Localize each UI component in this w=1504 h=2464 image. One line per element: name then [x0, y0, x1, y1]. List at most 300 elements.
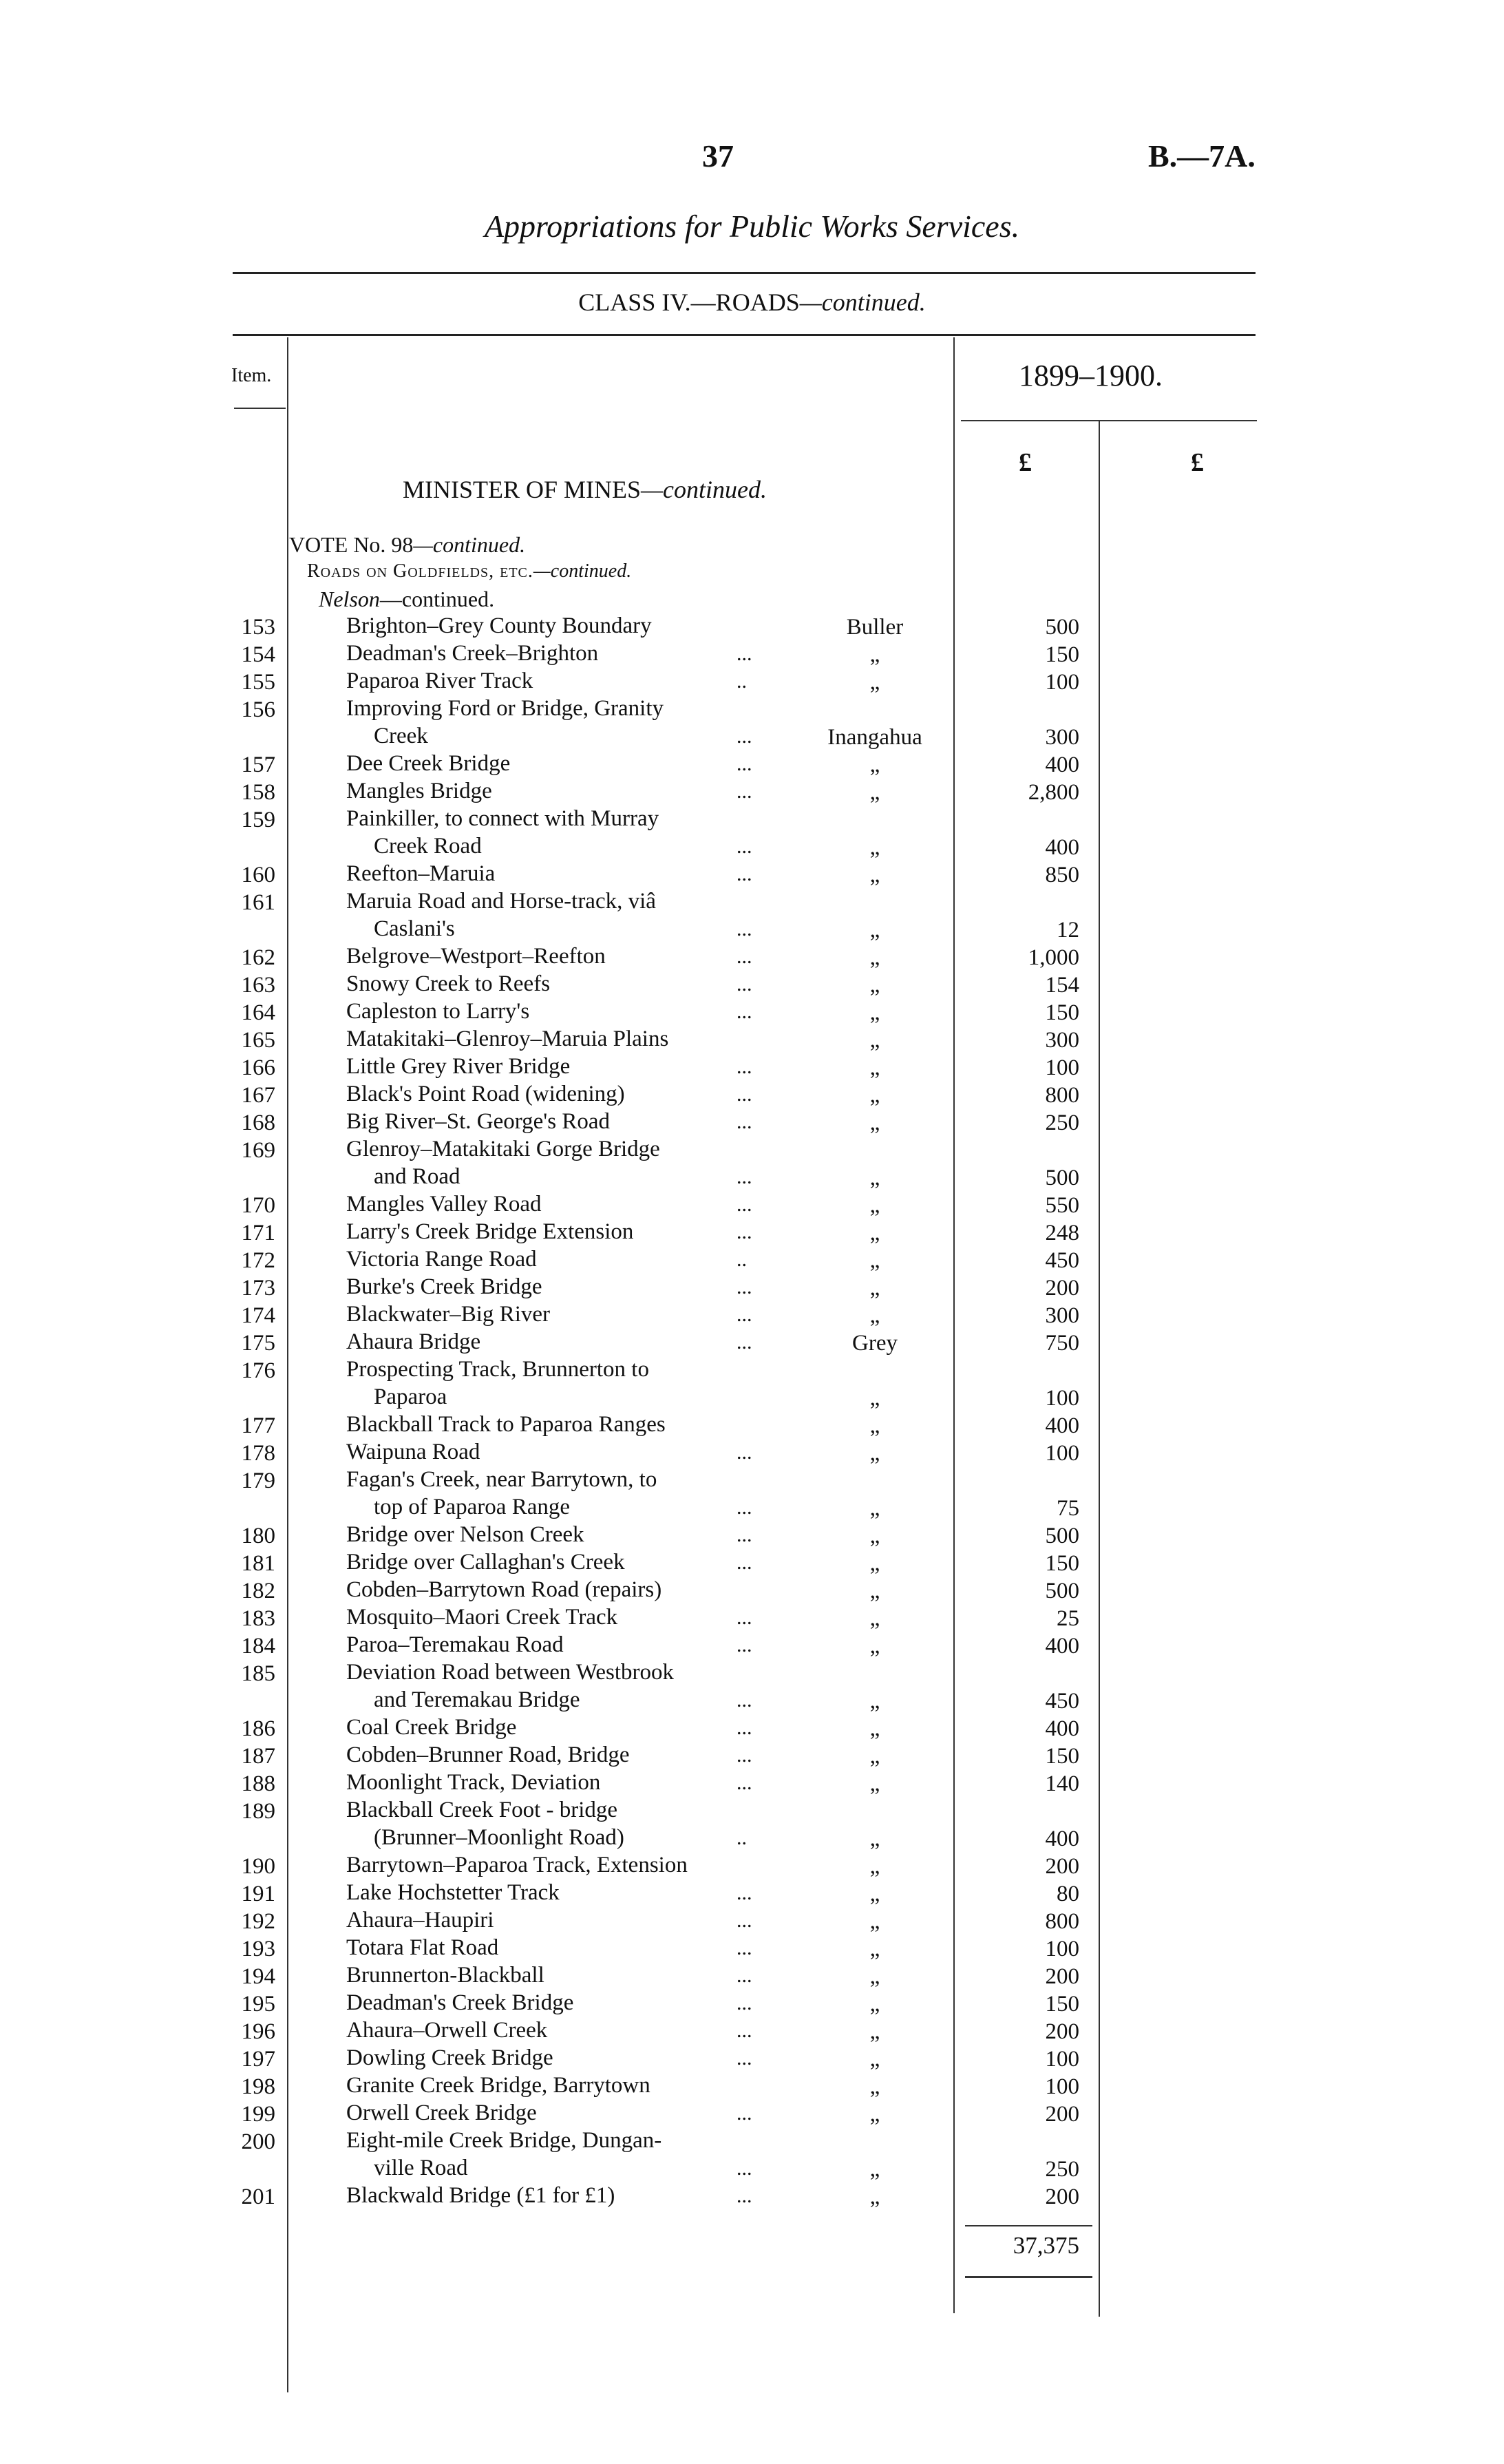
item-description-line: Mangles Bridge [346, 779, 492, 803]
item-number: 186 [241, 1716, 275, 1741]
district-heading: Nelson—continued. [319, 587, 495, 611]
item-description [346, 2072, 766, 2099]
item-description [346, 1053, 766, 1080]
item-amount: 150 [1045, 1992, 1079, 2017]
item-number: 165 [241, 1028, 275, 1053]
item-amount: 550 [1045, 1193, 1079, 1218]
leader-dots: ... [737, 1496, 752, 1519]
item-amount: 248 [1045, 1221, 1079, 1245]
item-description-line: Barrytown–Paparoa Track, Extension [346, 1853, 688, 1877]
item-amount: 100 [1045, 1386, 1079, 1411]
item-description [346, 2099, 766, 2127]
item-description [346, 970, 766, 998]
item-number: 175 [241, 1331, 275, 1356]
item-number: 201 [241, 2184, 275, 2209]
item-number: 185 [241, 1661, 275, 1686]
item-number: 166 [241, 1055, 275, 1080]
item-district: „ [869, 1193, 880, 1218]
item-district: „ [869, 1248, 880, 1273]
item-number: 168 [241, 1110, 275, 1135]
item-description [346, 1796, 766, 1851]
item-district: „ [869, 1413, 880, 1438]
item-number: 174 [241, 1303, 275, 1328]
item-description [346, 1438, 766, 1466]
item-description-line: Improving Ford or Bridge, Granity [346, 696, 664, 721]
item-number: 193 [241, 1937, 275, 1961]
item-description [346, 1273, 766, 1301]
item-description [346, 1879, 766, 1906]
leader-dots: ... [737, 1110, 752, 1133]
item-description [346, 640, 766, 667]
item-description-line: Bridge over Callaghan's Creek [346, 1550, 625, 1575]
item-number: 194 [241, 1964, 275, 1989]
item-district: „ [869, 1551, 880, 1576]
item-amount: 154 [1045, 973, 1079, 998]
item-description-line: Orwell Creek Bridge [346, 2100, 537, 2125]
item-amount: 400 [1045, 752, 1079, 777]
item-district: „ [869, 1716, 880, 1741]
item-description-line: Black's Point Road (widening) [346, 1082, 625, 1106]
item-number: 162 [241, 945, 275, 970]
item-district: „ [869, 642, 880, 667]
item-amount: 200 [1045, 1964, 1079, 1989]
item-number: 183 [241, 1606, 275, 1631]
leader-dots: ... [737, 1166, 752, 1188]
item-amount: 100 [1045, 1937, 1079, 1961]
item-description [346, 1521, 766, 1548]
page-title: Appropriations for Public Works Services. [484, 209, 1020, 244]
item-district: „ [869, 1744, 880, 1769]
item-number: 191 [241, 1882, 275, 1906]
item-number: 180 [241, 1524, 275, 1548]
item-amount: 100 [1045, 670, 1079, 695]
item-district: „ [869, 2102, 880, 2127]
leader-dots: ... [737, 1441, 752, 1464]
year-column-left-divider [953, 337, 955, 2313]
item-description-line: Brunnerton-Blackball [346, 1963, 544, 1988]
item-description-line: Blackball Creek Foot - bridge [346, 1798, 618, 1822]
item-number: 154 [241, 642, 275, 667]
item-amount: 300 [1045, 1028, 1079, 1053]
item-description-line: Blackball Track to Paparoa Ranges [346, 1412, 666, 1437]
item-description-continuation: ville Road [374, 2156, 468, 2180]
item-amount: 100 [1045, 2047, 1079, 2072]
leader-dots: ... [737, 835, 752, 858]
leader-dots: ... [737, 918, 752, 940]
item-description-line: Lake Hochstetter Track [346, 1880, 560, 1905]
item-number: 184 [241, 1634, 275, 1659]
item-amount: 2,800 [1028, 780, 1079, 805]
leader-dots: ... [737, 1000, 752, 1023]
item-description-line: Eight-mile Creek Bridge, Dungan- [346, 2128, 662, 2153]
leader-dots: ... [737, 725, 752, 748]
item-district: „ [869, 752, 880, 777]
item-amount: 100 [1045, 1055, 1079, 1080]
item-description-line: Granite Creek Bridge, Barrytown [346, 2073, 650, 2098]
item-district: „ [869, 1771, 880, 1796]
item-description [346, 1356, 766, 1411]
item-number: 153 [241, 615, 275, 640]
leader-dots: ... [737, 642, 752, 665]
item-description [346, 1218, 766, 1245]
item-district: „ [869, 2047, 880, 2072]
item-description [346, 2182, 766, 2209]
item-district: „ [869, 1579, 880, 1603]
item-district: „ [869, 1882, 880, 1906]
item-description [346, 1080, 766, 1108]
item-district: Grey [852, 1331, 898, 1356]
item-description-line: Maruia Road and Horse-track, viâ [346, 889, 656, 914]
item-description [346, 1576, 766, 1603]
item-description-line: Mangles Valley Road [346, 1192, 542, 1217]
item-amount: 500 [1045, 615, 1079, 640]
item-number: 160 [241, 863, 275, 887]
item-amount: 140 [1045, 1771, 1079, 1796]
item-description-line: Burke's Creek Bridge [346, 1274, 542, 1299]
item-amount: 200 [1045, 2184, 1079, 2209]
header-rule [233, 334, 1256, 336]
item-description [346, 1989, 766, 2017]
item-number: 156 [241, 697, 275, 722]
item-district: „ [869, 1964, 880, 1989]
item-amount: 75 [1057, 1496, 1079, 1521]
item-district: „ [869, 780, 880, 805]
item-district: „ [869, 1992, 880, 2017]
item-header-underline [234, 408, 286, 409]
item-amount: 250 [1045, 1110, 1079, 1135]
item-description-line: Snowy Creek to Reefs [346, 971, 551, 996]
item-description-line: Larry's Creek Bridge Extension [346, 1219, 634, 1244]
item-amount: 450 [1045, 1248, 1079, 1273]
item-description [346, 1301, 766, 1328]
leader-dots: ... [737, 1551, 752, 1574]
item-number: 188 [241, 1771, 275, 1796]
item-description-line: Cobden–Brunner Road, Bridge [346, 1742, 630, 1767]
leader-dots: ... [737, 1771, 752, 1794]
item-description [346, 1328, 766, 1356]
item-district: „ [869, 835, 880, 860]
item-district: „ [869, 1524, 880, 1548]
leader-dots: ... [737, 1276, 752, 1298]
page-number: 37 [702, 138, 734, 173]
leader-dots: ... [737, 1744, 752, 1767]
item-number: 155 [241, 670, 275, 695]
leader-dots: ... [737, 2019, 752, 2042]
item-description-line: Prospecting Track, Brunnerton to [346, 1357, 649, 1382]
item-description [346, 1135, 766, 1190]
item-number: 195 [241, 1992, 275, 2017]
leader-dots: ... [737, 863, 752, 885]
section-heading: MINISTER OF MINES—continued. [403, 476, 767, 503]
leader-dots: ... [737, 780, 752, 803]
item-description [346, 1245, 766, 1273]
item-description [346, 2127, 766, 2182]
leader-dots: ... [737, 1524, 752, 1546]
item-description-line: Capleston to Larry's [346, 999, 530, 1024]
item-description-line: Moonlight Track, Deviation [346, 1770, 601, 1795]
item-description-line: Fagan's Creek, near Barrytown, to [346, 1467, 657, 1492]
item-amount: 250 [1045, 2157, 1079, 2182]
item-description [346, 777, 766, 805]
item-description-line: Reefton–Maruia [346, 861, 496, 886]
item-number: 182 [241, 1579, 275, 1603]
item-description-continuation: and Road [374, 1164, 460, 1189]
leader-dots: ... [737, 1083, 752, 1106]
item-number: 169 [241, 1138, 275, 1163]
leader-dots: ... [737, 2047, 752, 2070]
item-description [346, 1659, 766, 1714]
item-description-continuation: Caslani's [374, 916, 455, 941]
item-amount: 80 [1057, 1882, 1079, 1906]
item-district: „ [869, 1028, 880, 1053]
item-description-continuation: and Teremakau Bridge [374, 1687, 580, 1712]
item-amount: 500 [1045, 1579, 1079, 1603]
item-description [346, 2044, 766, 2072]
item-description-line: Brighton–Grey County Boundary [346, 613, 652, 638]
item-district: „ [869, 1854, 880, 1879]
item-description-line: Cobden–Barrytown Road (repairs) [346, 1577, 662, 1602]
leader-dots: ... [737, 1634, 752, 1656]
leader-dots: ... [737, 945, 752, 968]
item-description-continuation: Creek [374, 724, 428, 748]
item-description-line: Victoria Range Road [346, 1247, 537, 1272]
item-description [346, 750, 766, 777]
item-description-line: Dowling Creek Bridge [346, 2045, 553, 2070]
item-amount: 1,000 [1028, 945, 1079, 970]
item-district: „ [869, 1303, 880, 1328]
item-description [346, 860, 766, 887]
item-district: Inangahua [827, 725, 922, 750]
item-number: 189 [241, 1799, 275, 1824]
item-district: „ [869, 1055, 880, 1080]
leader-dots: ... [737, 1716, 752, 1739]
item-description-line: Dee Creek Bridge [346, 751, 511, 776]
item-amount: 450 [1045, 1689, 1079, 1714]
item-district: „ [869, 1441, 880, 1466]
leader-dots: ... [737, 1909, 752, 1932]
item-number: 178 [241, 1441, 275, 1466]
item-district: „ [869, 2184, 880, 2209]
item-district: „ [869, 1221, 880, 1245]
item-amount: 750 [1045, 1331, 1079, 1356]
leader-dots: ... [737, 1964, 752, 1987]
item-amount: 400 [1045, 1413, 1079, 1438]
item-description-continuation: Paparoa [374, 1384, 447, 1409]
item-number: 159 [241, 808, 275, 832]
item-description-continuation: (Brunner–Moonlight Road) [374, 1825, 624, 1850]
item-number: 187 [241, 1744, 275, 1769]
leader-dots: ... [737, 1221, 752, 1243]
leader-dots: .. [737, 670, 747, 693]
item-column-divider [287, 337, 288, 2392]
item-amount: 500 [1045, 1524, 1079, 1548]
item-description-line: Mosquito–Maori Creek Track [346, 1605, 618, 1630]
item-amount: 150 [1045, 642, 1079, 667]
pound-symbol-col2: £ [1191, 448, 1204, 477]
leader-dots: ... [737, 1193, 752, 1216]
item-description-line: Deadman's Creek–Brighton [346, 641, 599, 666]
leader-dots: ... [737, 1992, 752, 2014]
item-description [346, 1108, 766, 1135]
item-number: 164 [241, 1000, 275, 1025]
item-description-line: Paroa–Teremakau Road [346, 1632, 564, 1657]
item-amount: 200 [1045, 2019, 1079, 2044]
item-number: 199 [241, 2102, 275, 2127]
item-description-line: Blackwater–Big River [346, 1302, 551, 1327]
item-number: 172 [241, 1248, 275, 1273]
item-amount: 100 [1045, 2074, 1079, 2099]
item-description-line: Totara Flat Road [346, 1935, 499, 1960]
class-heading: CLASS IV.—ROADS—continued. [578, 288, 926, 316]
item-district: „ [869, 1083, 880, 1108]
leader-dots: ... [737, 2157, 752, 2180]
item-district: „ [869, 1826, 880, 1851]
item-district: „ [869, 2019, 880, 2044]
leader-dots: ... [737, 752, 752, 775]
item-description-line: Matakitaki–Glenroy–Maruia Plains [346, 1026, 669, 1051]
item-number: 163 [241, 973, 275, 998]
item-number: 198 [241, 2074, 275, 2099]
item-amount: 800 [1045, 1909, 1079, 1934]
item-amount: 300 [1045, 1303, 1079, 1328]
item-amount: 150 [1045, 1551, 1079, 1576]
item-description-line: Coal Creek Bridge [346, 1715, 517, 1740]
item-district: „ [869, 1689, 880, 1714]
item-description [346, 1934, 766, 1961]
vote-heading: VOTE No. 98—continued. [289, 532, 526, 557]
year-header-underline [961, 420, 1257, 421]
item-amount: 400 [1045, 835, 1079, 860]
item-district: „ [869, 1496, 880, 1521]
top-rule [233, 272, 1256, 274]
item-number: 171 [241, 1221, 275, 1245]
item-amount: 12 [1057, 918, 1079, 943]
item-district: „ [869, 1166, 880, 1190]
item-description-line: Bridge over Nelson Creek [346, 1522, 584, 1547]
item-description-line: Deadman's Creek Bridge [346, 1990, 574, 2015]
item-description [346, 2017, 766, 2044]
item-district: „ [869, 1110, 880, 1135]
leader-dots: ... [737, 1055, 752, 1078]
leader-dots: ... [737, 1882, 752, 1904]
item-amount: 200 [1045, 1854, 1079, 1879]
amount-column-divider [1099, 420, 1100, 2317]
year-column-header: 1899–1900. [1019, 359, 1163, 392]
leader-dots: .. [737, 1248, 747, 1271]
item-amount: 300 [1045, 725, 1079, 750]
leader-dots: ... [737, 973, 752, 996]
item-district: „ [869, 1276, 880, 1301]
item-amount: 100 [1045, 1441, 1079, 1466]
total-bottom-rule [965, 2276, 1092, 2278]
item-number: 197 [241, 2047, 275, 2072]
pound-symbol-col1: £ [1019, 448, 1032, 477]
item-number: 196 [241, 2019, 275, 2044]
item-description-line: Big River–St. George's Road [346, 1109, 610, 1134]
leader-dots: ... [737, 1937, 752, 1959]
item-number: 177 [241, 1413, 275, 1438]
item-description-line: Deviation Road between Westbrook [346, 1660, 675, 1685]
item-amount: 200 [1045, 2102, 1079, 2127]
item-description-line: Belgrove–Westport–Reefton [346, 944, 606, 969]
item-number: 190 [241, 1854, 275, 1879]
item-district: „ [869, 2157, 880, 2182]
leader-dots: ... [737, 2184, 752, 2207]
item-description-line: Little Grey River Bridge [346, 1054, 571, 1079]
item-description [346, 1025, 766, 1053]
item-description [346, 1741, 766, 1769]
item-description-line: Blackwald Bridge (£1 for £1) [346, 2183, 615, 2208]
item-description-line: Paparoa River Track [346, 668, 533, 693]
item-district: „ [869, 2074, 880, 2099]
item-description-line: Ahaura–Orwell Creek [346, 2018, 548, 2043]
item-district: „ [869, 973, 880, 998]
item-number: 192 [241, 1909, 275, 1934]
item-district: „ [869, 1606, 880, 1631]
item-description-continuation: top of Paparoa Range [374, 1495, 570, 1519]
item-number: 161 [241, 890, 275, 915]
leader-dots: .. [737, 1826, 747, 1849]
item-description [346, 998, 766, 1025]
item-district: „ [869, 1386, 880, 1411]
item-number: 167 [241, 1083, 275, 1108]
total-top-rule [965, 2225, 1092, 2226]
item-number: 200 [241, 2129, 275, 2154]
total-amount: 37,375 [1013, 2232, 1079, 2259]
item-description [346, 887, 766, 943]
item-amount: 800 [1045, 1083, 1079, 1108]
leader-dots: ... [737, 1331, 752, 1354]
item-district: „ [869, 1937, 880, 1961]
item-description [346, 1548, 766, 1576]
item-description [346, 1851, 766, 1879]
item-district: „ [869, 1000, 880, 1025]
item-number: 179 [241, 1468, 275, 1493]
item-description [346, 1631, 766, 1659]
subsection-heading: Roads on Goldfields, etc.—continued. [307, 560, 632, 582]
item-amount: 150 [1045, 1000, 1079, 1025]
item-district: „ [869, 918, 880, 943]
leader-dots: ... [737, 1303, 752, 1326]
item-description [346, 1906, 766, 1934]
item-amount: 400 [1045, 1826, 1079, 1851]
item-description-line: Ahaura Bridge [346, 1329, 481, 1354]
item-number: 176 [241, 1358, 275, 1383]
item-description [346, 1603, 766, 1631]
item-description [346, 1190, 766, 1218]
item-amount: 400 [1045, 1716, 1079, 1741]
item-amount: 150 [1045, 1744, 1079, 1769]
item-description-line: Glenroy–Matakitaki Gorge Bridge [346, 1137, 660, 1161]
item-district: „ [869, 670, 880, 695]
item-district: „ [869, 863, 880, 887]
item-description [346, 667, 766, 695]
item-description [346, 1411, 766, 1438]
item-district: „ [869, 945, 880, 970]
item-description-line: Waipuna Road [346, 1440, 480, 1464]
item-amount: 400 [1045, 1634, 1079, 1659]
item-description [346, 943, 766, 970]
item-amount: 200 [1045, 1276, 1079, 1301]
item-number: 158 [241, 780, 275, 805]
item-description [346, 1769, 766, 1796]
item-description-line: Painkiller, to connect with Murray [346, 806, 659, 831]
leader-dots: ... [737, 1689, 752, 1712]
item-description-continuation: Creek Road [374, 834, 482, 859]
item-number: 170 [241, 1193, 275, 1218]
item-description [346, 695, 766, 750]
item-amount: 850 [1045, 863, 1079, 887]
